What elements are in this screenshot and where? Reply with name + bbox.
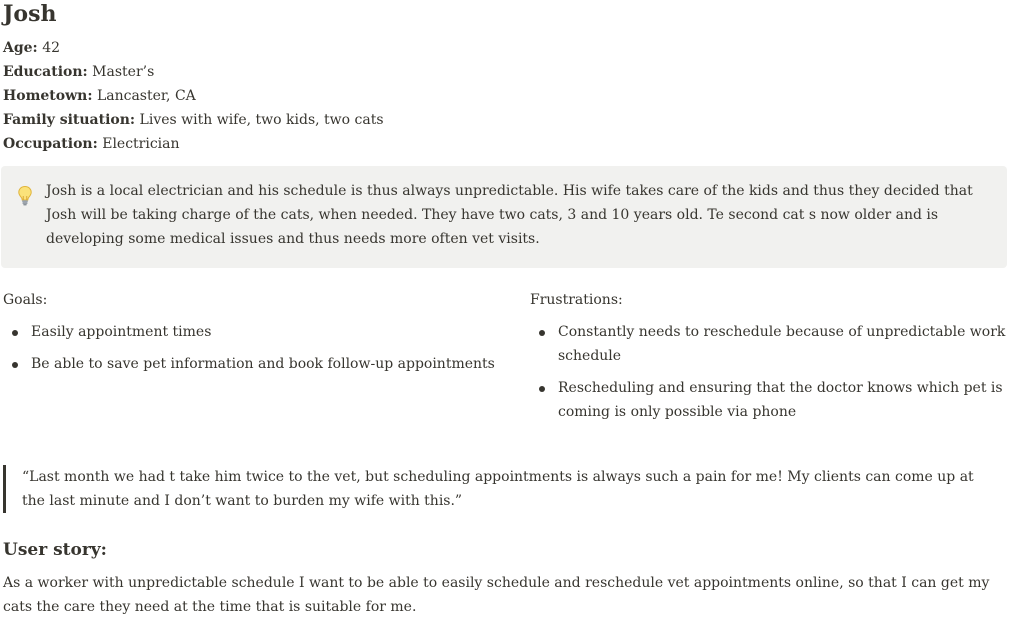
frustrations-label: Frustrations:: [530, 292, 623, 308]
persona-facts: [3, 36, 1009, 156]
list-item: Constantly needs to reschedule because of unpredictable work schedule: [530, 320, 1009, 368]
goals-frustrations-columns: [3, 290, 1009, 432]
fact-value: Lancaster, CA: [96, 88, 196, 104]
fact-label: Education:: [3, 64, 88, 80]
goals-column: [3, 290, 530, 432]
user-story-heading: User story:: [3, 540, 107, 560]
lightbulb-icon: [17, 179, 39, 211]
callout-text: Josh is a local electrician and his schedule is thus always unpredictable. His wife takes care of the kids and thus they decided that Josh will be taking charge of the cats, when needed. They have two cats, 3 and 10 years old. Te second cat s now older and is developing some medical issues and thus needs more often vet visits.: [46, 183, 973, 247]
page-title: Josh: [3, 1, 57, 27]
callout-block: [1, 166, 1007, 268]
fact-age: [3, 36, 1009, 60]
persona-page: [3, 0, 1009, 432]
fact-value: Master’s: [92, 64, 155, 80]
fact-family-situation: [3, 108, 1009, 132]
fact-label: Hometown:: [3, 88, 93, 104]
fact-label: Age:: [3, 40, 38, 56]
user-story-text: As a worker with unpredictable schedule I want to be able to easily schedule and reschedule vet appointments online, so that I can get my cats the care they need at the time that is suitable for me.: [3, 575, 990, 615]
goals-list: [3, 320, 530, 376]
list-item: Easily appointment times: [3, 320, 530, 344]
fact-label: Family situation:: [3, 112, 136, 128]
fact-hometown: [3, 84, 1009, 108]
list-item: Rescheduling and ensuring that the doctor knows which pet is coming is only possible via phone: [530, 376, 1009, 424]
list-item: Be able to save pet information and book follow-up appointments: [3, 352, 530, 376]
frustrations-column: [530, 290, 1009, 432]
fact-occupation: [3, 132, 1009, 156]
quote-block: “Last month we had t take him twice to the vet, but scheduling appointments is always such a pain for me! My clients can come up at the last minute and I don’t want to burden my wife with this.”: [3, 465, 997, 513]
fact-value: Lives with wife, two kids, two cats: [139, 112, 384, 128]
fact-value: Electrician: [102, 136, 180, 152]
goals-label: Goals:: [3, 292, 48, 308]
fact-value: 42: [42, 40, 61, 56]
frustrations-list: [530, 320, 1009, 424]
fact-label: Occupation:: [3, 136, 98, 152]
fact-education: [3, 60, 1009, 84]
